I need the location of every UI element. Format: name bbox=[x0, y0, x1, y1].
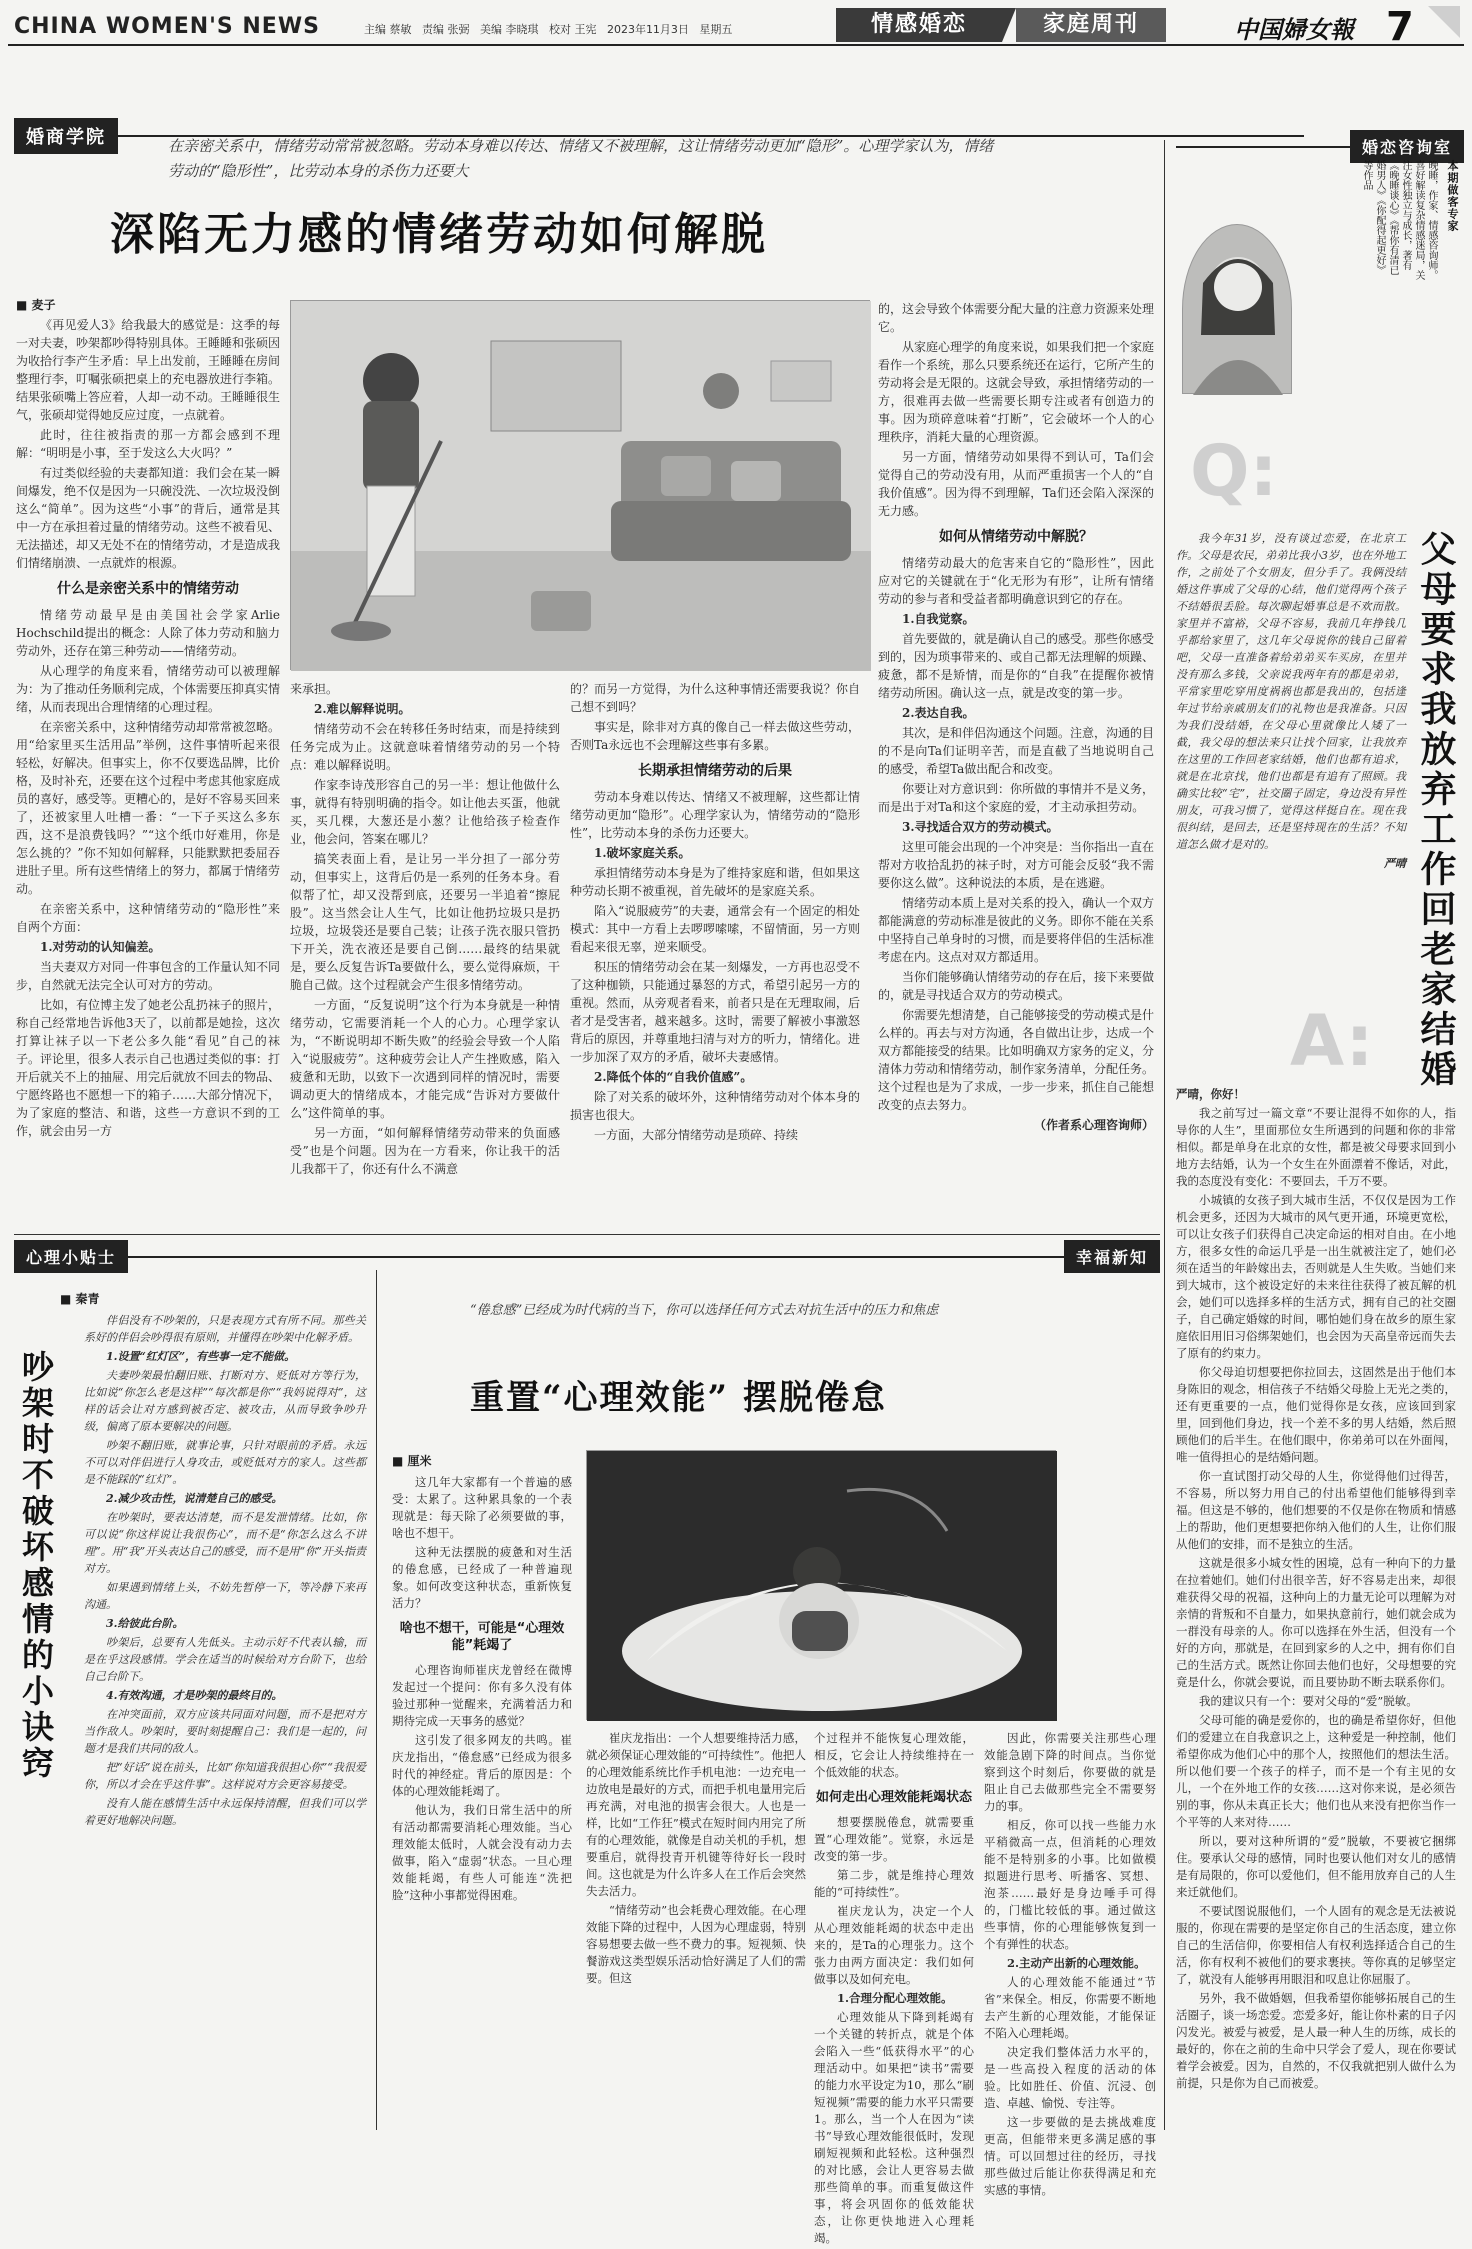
paragraph: 《再见爱人3》给我最大的感觉是：这季的每一对夫妻，吵架都吵得特别具体。王睡睡和张硕因为收拾行李产生矛盾：早上出发前，王睡睡在房间整理行李，叮嘱张硕把桌上的充电器放进行李箱。结果张硕嘴上答应着，人却一动不动。王睡睡很生气，张硕却觉得她反应过度，一点就着。 bbox=[16, 318, 281, 422]
question-signature: 严晴 bbox=[1384, 857, 1406, 870]
paragraph: 我之前写过一篇文章“不要让混得不如你的人，指导你的人生”，里面那位女生所遇到的问题和你的非常相似。都是单身在北京的女性，都是被父母要求回到小地方去结婚，认为一个女生在外面漂着不像话，对此，我的态度没有变化：不要回去，千万不要。 bbox=[1176, 1106, 1456, 1188]
paragraph: 3.给彼此台阶。 bbox=[106, 1617, 184, 1630]
paper-name-en: CHINA WOMEN'S NEWS bbox=[14, 14, 320, 39]
paragraph: 不要试图说服他们，一个人固有的观念是无法被说服的，你现在需要的是坚定你自己的生活态度，建立你自己的生活信仰，你要相信人有权利选择适合自己的生活，你有权利不被他们的要求裹挟。等你真的足够坚定了，就没有人能够再用眼泪和叹息让你屈服了。 bbox=[1176, 1904, 1456, 1986]
paragraph: 从家庭心理学的角度来说，如果我们把一个家庭看作一个系统，那么只要系统还在运行，它所产生的劳动将会是无限的。这就会导致，承担情绪劳动的一方，很难再去做一些需要长期专注或者有创造力的事。因为琐碎意味着“打断”，它会破坏一个人的心理秩序，消耗大量的心理资源。 bbox=[878, 340, 1155, 444]
answer-greeting: 严晴，你好！ bbox=[1176, 1087, 1245, 1101]
reset-col4 bbox=[984, 1730, 1156, 2201]
section-tab-emotion: 情感婚恋 bbox=[836, 8, 1002, 42]
paragraph: 1.对劳动的认知偏差。 bbox=[40, 940, 161, 954]
paragraph: 的？而另一方觉得，为什么这种事情还需要我说？你自己想不到吗？ bbox=[570, 682, 860, 714]
paragraph: 其次，是和伴侣沟通这个问题。注意，沟通的目的不是向Ta们证明辛苦，而是直截了当地说明自己的感受，希望Ta做出配合和改变。 bbox=[878, 726, 1155, 776]
paragraph: 作家李诗茂形容自己的另一半：想让他做什么事，就得有特别明确的指令。如让他去买蛋，他就买，买几棵，大葱还是小葱？让他给孩子检查作业，他会问，答案在哪儿？ bbox=[290, 778, 560, 846]
article1-illustration bbox=[290, 300, 870, 670]
section-label-marriage-text: 婚商学院 bbox=[14, 118, 118, 154]
paragraph: 搞笑表面上看，是让另一半分担了一部分劳动，但事实上，这背后仍是一系列的任务本身。看似帮了忙，却又没帮到底，还要另一半追着“擦屁股”。这当然会让人生气，比如让他扔垃圾只是扔垃圾，垃圾袋还是要自己装；让孩子洗衣服只管扔下开关，洗衣液还是要自己倒……最终的结果就是，要么反复告诉Ta要做什么，要么觉得麻烦，干脆自己做。这个过程就会产生很多情绪劳动。 bbox=[290, 852, 560, 992]
consult-question bbox=[1176, 530, 1406, 872]
paragraph: 心理效能从下降到耗竭有一个关键的转折点，就是个体会陷入一些“低获得水平”的心理活动中。如果把“读书”需要的能力水平设定为10，那么“刷短视频”需要的能力水平只需要1。那么，当一个人在因为“读书”导致心理效能很低时，发现刷短视频和此轻松。这种强烈的对比感，会让人更容易去做那些简单的事。而重复做这件事，将会巩固你的低效能状态，让你更快地进入心理耗竭。 bbox=[814, 2010, 974, 2245]
section-rule bbox=[388, 1256, 1064, 1258]
paragraph: 情绪劳动不会在转移任务时结束，而是持续到任务完成为止。这就意味着情绪劳动的另一个特点：难以解释说明。 bbox=[290, 722, 560, 772]
paragraph: 另一方面，情绪劳动如果得不到认可，Ta们会觉得自己的劳动没有用，从而严重损害一个人的“自我价值感”。因为得不到理解，Ta们还会陷入深深的无力感。 bbox=[878, 450, 1154, 518]
paragraph: 你需要先想清楚，自己能够接受的劳动模式是什么样的。再去与对方沟通，各自做出让步，达成一个双方都能接受的结果。比如明确双方家务的定义，分清体力劳动和情绪劳动，制作家务清单，分配任务。这个过程也是为了求成，一步一步来，抓住自己能想改变的点去努力。 bbox=[878, 1008, 1155, 1112]
answer-mark-a: A: bbox=[1290, 1000, 1374, 1082]
section-label-reset-text: 幸福新知 bbox=[1064, 1240, 1160, 1273]
expert-label: 本期做客专家 bbox=[1446, 160, 1459, 232]
paragraph: 崔庆龙认为，决定一个人从心理效能耗竭的状态中走出来的，是Ta的心理张力。这个张力由两方面决定：我们如何做事以及如何充电。 bbox=[814, 1904, 974, 1986]
paragraph: 你一直试图打动父母的人生，你觉得他们过得苦，不容易，所以努力用自己的付出希望他们能够得到幸福。但这是不够的，他们想要的不仅是你在物质和情感上的帮助，他们更想要把你纳入他们的人生，让你们服从他们的安排，而不是独立的生活。 bbox=[1176, 1469, 1456, 1551]
paragraph: 1.自我觉察。 bbox=[902, 612, 975, 626]
paragraph: 这一步要做的是去挑战难度更高，但能带来更多满足感的事情。可以回想过往的经历，寻找那些做过后能让你获得满足和充实感的事情。 bbox=[984, 2115, 1156, 2197]
paragraph: 个过程并不能恢复心理效能，相反，它会让人持续维持在一个低效能的状态。 bbox=[814, 1731, 974, 1779]
corner-fold-icon bbox=[1428, 6, 1460, 38]
expert-intro-block bbox=[1300, 160, 1460, 280]
paragraph: 你要让对方意识到：你所做的事情并不是义务，而是出于对Ta和这个家庭的爱，才主动承担劳动。 bbox=[878, 782, 1155, 814]
paragraph: 首先要做的，就是确认自己的感受。那些你感受到的，因为琐事带来的、或自己都无法理解的烦躁、疲惫，都不是矫情，而是你的“自我”在提醒你被情绪劳动所困。确认这一点，就是改变的第一步。 bbox=[878, 632, 1155, 700]
paragraph: “情绪劳动”也会耗费心理效能。在心理效能下降的过程中，人因为心理虚弱，特别容易想要去做一些不费力的事。短视频、快餐游戏这类型娱乐活动恰好满足了人们的需要。但这 bbox=[586, 1903, 806, 1985]
paragraph: 在冲突面前，双方应该共同面对问题，而不是把对方当作敌人。吵架时，要时刻提醒自己：我们是一起的，问题才是我们共同的敌人。 bbox=[84, 1708, 366, 1755]
woman-hugging-knees-illustration bbox=[587, 1451, 1057, 1721]
paragraph: 比如，有位博主发了她老公乱扔袜子的照片，称自己经常地告诉他3天了，以前都是她捡，这次打算让袜子以一下老公多久能“看见”自己的袜子。评论里，很多人表示自己也遇过类似的事：打开后就关不上的抽屉、用完后就放不回去的物品、宁愿终路也不愿想一下的箱子……大部分情况下，为了家庭的整洁、和谐，这些一方意识不到的工作，就会由另一方 bbox=[16, 998, 281, 1138]
paragraph: 吵架不翻旧账，就事论事，只针对眼前的矛盾。永远不可以对伴侣进行人身攻击，或贬低对方的家人。这些都是不能踩的“红灯”。 bbox=[84, 1439, 366, 1486]
expert-avatar bbox=[1182, 224, 1292, 394]
paragraph: 此时，往往被指责的那一方都会感到不理解：“明明是小事，至于发这么大火吗？” bbox=[16, 428, 280, 460]
section-label-consult bbox=[1176, 130, 1464, 163]
paragraph: 相反，你可以找一些能力水平稍微高一点，但消耗的心理效能不是特别多的小事。比如做模拟题进行思考、听播客、冥想、泡茶……最好是身边唾手可得的，门槛比较低的事。通过做这些事情，你的心理能够恢复到一个有弹性的状态。 bbox=[984, 1818, 1156, 1951]
masthead bbox=[8, 4, 1464, 50]
paragraph: 伴侣没有不吵架的，只是表现方式有所不同。那些关系好的伴侣会吵得很有原则，并懂得在吵架中化解矛盾。 bbox=[84, 1314, 366, 1344]
column-separator bbox=[376, 1270, 377, 2130]
section-rule bbox=[1176, 146, 1350, 148]
paragraph: 心理咨询师崔庆龙曾经在微博发起过一个提问：你有多久没有体验过那种一觉醒来，充满着活力和期待完成一天事务的感觉？ bbox=[392, 1663, 572, 1728]
article1-lead: 在亲密关系中，情绪劳动常常被忽略。劳动本身难以传达、情绪又不被理解，这让情绪劳动更加“隐形”。心理学家认为，情绪劳动的“隐形性”，比劳动本身的杀伤力还要大 bbox=[168, 137, 994, 180]
paragraph: 这里可能会出现的一个冲突是：当你指出一直在帮对方收拾乱扔的袜子时，对方可能会反驳“我不需要你这么做”。这种说法的本质，是在逃避。 bbox=[878, 840, 1155, 890]
avatar-photo bbox=[1183, 225, 1293, 395]
paragraph: 从心理学的角度来看，情绪劳动可以被理解为：为了推动任务顺利完成，个体需要压抑真实情绪，从而表现出合理情绪的心理过程。 bbox=[16, 664, 281, 714]
paragraph: 事实是，除非对方真的像自己一样去做这些劳动，否则Ta永远也不会理解这些事有多累。 bbox=[570, 720, 860, 752]
paragraph: 所以，要对这种所谓的“爱”脱敏，不要被它捆绑住。要承认父母的感情，同时也要认他们对女儿的感情是有局限的，你可以爱他们，但不能用放弃自己的人生来迁就他们。 bbox=[1176, 1834, 1456, 1899]
consult-answer bbox=[1176, 1086, 1456, 2094]
article1-byline: ■ 麦子 bbox=[16, 298, 56, 312]
paragraph: 想要摆脱倦怠，就需要重置“心理效能”。觉察，永远是改变的第一步。 bbox=[814, 1815, 974, 1863]
paragraph: 1.破坏家庭关系。 bbox=[594, 846, 691, 860]
paragraph: 来承担。 bbox=[290, 682, 339, 696]
paragraph: 小城镇的女孩子到大城市生活，不仅仅是因为工作机会更多，还因为大城市的风气更开通，环境更宽松，可以让女孩子们获得自己决定命运的相对自由。在小地方，很多女性的命运几乎是一出生就被注定了，她们必须在适当的年龄嫁出去，否则就是人生失败。当她们来到大城市，这个被设定好的未来往往获得了被瓦解的机会，她们可以选择多样的生活方式，拥有自己的社交圈子，自己确定婚嫁的时间，哪怕她们身在故乡的原生家庭依旧用旧习俗绑架她们，也会因为天高皇帝远而失去了原有的约束力。 bbox=[1176, 1193, 1456, 1360]
page-number: 7 bbox=[1386, 4, 1414, 50]
paragraph: 在亲密关系中，这种情绪劳动的“隐形性”来自两个方面： bbox=[16, 902, 280, 934]
paragraph: 这就是很多小城女性的困境，总有一种向下的力量在拉着她们。她们付出很辛苦，好不容易走出来，却很难获得父母的祝福，这种向上的力量无论可以理解为对亲情的背叛和不自量力，如果执意前行，她们就会成为一群没有母亲的人。你可以选择在外生活，但没有一个好的方向，那就是，在回到家乡的人之中，拥有你们自己的生活方式。既然让你回去他们也好，父母想要的究竟是什么，你就会要说，而且要协助不断去联系你们。 bbox=[1176, 1556, 1456, 1689]
paragraph: 2.减少攻击性，说清楚自己的感受。 bbox=[106, 1492, 283, 1505]
tips-title: 吵架时不破坏感情的小诀窍 bbox=[17, 1350, 55, 1782]
reset-col1 bbox=[392, 1474, 572, 1906]
paragraph: 除了对关系的破坏外，这种情绪劳动对个体本身的损害也很大。 bbox=[570, 1090, 860, 1122]
paragraph: 情绪劳动最大的危害来自它的“隐形性”，因此应对它的关键就在于“化无形为有形”，让所有情绪劳动的参与者和受益者都明确意识到它的存在。 bbox=[878, 556, 1154, 606]
paragraph: 另外，我不做婚姻，但我希望你能够拓展自己的生活圈子，谈一场恋爱。恋爱多好，能让你朴素的日子闪闪发光。被爱与被爱，是人最一种人生的历练，成长的最好的，你在之前的生命中只学会了爱人，现在你要试着学会被爱。因为，自然的，不仅我就把别人做什么为前提，只是你为自己而被爱。 bbox=[1176, 1991, 1456, 2090]
paragraph: 他认为，我们日常生活中的所有活动都需要消耗心理效能。当心理效能太低时，人就会没有动力去做事，陷入“虚弱”状态。一旦心理效能耗竭，有些人可能连“洗把脸”这种小事都觉得困难。 bbox=[392, 1803, 572, 1902]
section-tab-divider bbox=[1002, 8, 1016, 42]
subheading: 长期承担情绪劳动的后果 bbox=[638, 763, 792, 779]
paragraph: 情绪劳动本质上是对关系的投入，确认一个双方都能满意的劳动标准是彼此的义务。即你不能在关系中坚持自己单身时的习惯，而是要将伴侣的生活标准考虑在内。这点对双方都适用。 bbox=[878, 896, 1155, 964]
paragraph: 这几年大家都有一个普遍的感受：太累了。这种累具象的一个表现就是：每天除了必须要做的事，啥也不想干。 bbox=[392, 1475, 572, 1540]
paragraph: 父母可能的确是爱你的，也的确是希望你好，但他们的爱建立在自我意识之上，这种爱是一种控制，他们希望你成为他们心中的那个人，按照他们的想法生活。所以他们要一个孩子的样子，而不是一个有主见的女儿，一个在外地工作的女孩……这对你来说，是必须告别的事，你从未真正长大；他们也从来没有把你当作一个平等的人来对待…… bbox=[1176, 1713, 1456, 1829]
paragraph: 你父母迫切想要把你拉回去，这固然是出于他们本身陈旧的观念，相信孩子不结婚父母脸上无光之类的，还有更重要的一点，他们觉得你是女孩，应该回到家里，回到他们身边，找一个差不多的男人结婚，然后照顾他们的后半生。在他们眼中，你弟弟可以在外面闯，唯一值得担心的是结婚问题。 bbox=[1176, 1365, 1456, 1464]
paragraph: 一方面，大部分情绪劳动是琐碎、持续 bbox=[594, 1128, 799, 1142]
paragraph: 在亲密关系中，这种情绪劳动却常常被忽略。用“给家里买生活用品”举例，这件事情听起来很轻松，好解决。但事实上，你不仅要选品牌，比价格，及时补充，还要在这个过程中考虑其他家庭成员的喜好，感受等。更糟心的，是好不容易买回来了，还被家里人吐槽一番：“一下子买这么多东西，这不是浪费钱吗？”“这个纸巾好难用，你是怎么挑的？”你不知如何解释，只能默默把委屈吞进肚子里。所有这些情绪上的努力，都属于情绪劳动。 bbox=[16, 720, 281, 896]
article1-col3 bbox=[570, 680, 860, 1146]
paragraph: 把“好话”说在前头，比如“你知道我很担心你”“我很爱你，所以才会在乎这件事”。这样说对方会更容易接受。 bbox=[84, 1761, 366, 1791]
tips-byline: ■ 秦青 bbox=[60, 1292, 100, 1306]
section-label-tips-text: 心理小贴士 bbox=[14, 1240, 128, 1273]
paragraph: 3.寻找适合双方的劳动模式。 bbox=[902, 820, 1059, 834]
paragraph: 如果遇到情绪上头，不妨先暂停一下，等冷静下来再沟通。 bbox=[84, 1581, 366, 1611]
subheading: 如何从情绪劳动中解脱？ bbox=[939, 529, 1093, 545]
column-separator bbox=[1164, 140, 1165, 2130]
paragraph: 有过类似经验的夫妻都知道：我们会在某一瞬间爆发，绝不仅是因为一只碗没洗、一次垃圾没倒这么“简单”。因为这些“小事”的背后，通常是其中一方在承担着过量的情绪劳动。这些不被看见、无法描述，却又无处不在的情绪劳动，才是造成我们情绪崩溃、一点就炸的根源。 bbox=[16, 466, 281, 570]
author-note: （作者系心理咨询师） bbox=[1033, 1118, 1154, 1132]
paper-name-cn: 中国婦女報 bbox=[1234, 15, 1354, 44]
expert-intro: 晚睡，作家、情感咨询师。喜好解读复杂情感迷局，关注女性独立与成长，著有《晚睡谈心》《帮你有清已婚男人》《你配得起更好》等作品 bbox=[1361, 160, 1437, 280]
paragraph: 这引发了很多网友的共鸣。崔庆龙指出，“倦怠感”已经成为很多时代的神经症。背后的原因是：个体的心理效能耗竭了。 bbox=[392, 1733, 572, 1798]
paragraph: 吵架后，总要有人先低头。主动示好不代表认输，而是在乎这段感情。学会在适当的时候给对方台阶下，也给自己台阶下。 bbox=[84, 1636, 366, 1683]
section-rule bbox=[128, 1256, 414, 1258]
section-label-reset bbox=[388, 1240, 1160, 1273]
reset-illustration bbox=[586, 1450, 1056, 1720]
woman-sweeping-illustration bbox=[291, 301, 871, 671]
section-tab-family: 家庭周刊 bbox=[1016, 8, 1166, 42]
paragraph: 没有人能在感情生活中永远保持清醒，但我们可以学着更好地解决问题。 bbox=[84, 1797, 366, 1827]
paragraph: 在吵架时，要表达清楚，而不是发泄情绪。比如，你可以说“你这样说让我很伤心”，而不是“你怎么这么不讲理”。用“我”开头表达自己的感受，而不是用“你”开头指责对方。 bbox=[84, 1511, 366, 1575]
reset-col3 bbox=[814, 1730, 974, 2249]
paragraph: 崔庆龙指出：一个人想要维持活力感，就必须保证心理效能的“可持续性”。他把人的心理效能系统比作手机电池：一边充电一边放电是最好的方式，而把手机电量用完后再充满，对电池的损害会很大。人也是一样，比如“工作狂”模式在短时间内用完了所有的心理效能，就像是自动关机的手机，想要重启，就得投青开机键等待好长一段时间。这也就是为什么许多人在工作后会突然失去活力。 bbox=[586, 1731, 806, 1898]
paragraph: 2.主动产出新的心理效能。 bbox=[1007, 1956, 1146, 1970]
paragraph: 劳动本身难以传达、情绪又不被理解，这些都让情绪劳动更加“隐形”。心理学家认为，情绪劳动的“隐形性”，比劳动本身的杀伤力还要大。 bbox=[570, 790, 860, 840]
paragraph: 陷入“说服疲劳”的夫妻，通常会有一个固定的相处模式：其中一方看上去啰啰嗦嗦，不留情面，另一方则看起来很无辜，逆来顺受。 bbox=[570, 904, 860, 954]
consult-title: 父母要求我放弃工作回老家结婚 bbox=[1415, 530, 1457, 1090]
article1-col1 bbox=[16, 316, 280, 1142]
reset-col2 bbox=[586, 1730, 806, 1989]
paragraph: 决定我们整体活力水平的，是一些高投入程度的活动的体验。比如胜任、价值、沉浸、创造、卓越、愉悦、专注等。 bbox=[984, 2045, 1156, 2110]
subheading: 如何走出心理效能耗竭状态 bbox=[815, 1790, 972, 1805]
paragraph: 一方面，“反复说明”这个行为本身就是一种情绪劳动，它需要消耗一个人的心力。心理学家认为，“不断说明却不断失败”的经验会导致一个人陷入“说服疲劳”。这种疲劳会让人产生挫败感，陷入疲惫和无助，以致下一次遇到同样的情况时，需要调动更大的情绪成本，才能完成“告诉对方要做什么”这件简单的事。 bbox=[290, 998, 560, 1120]
credits-line: 主编 蔡敏 责编 张弼 美编 李晓琪 校对 王宪 2023年11月3日 星期五 bbox=[364, 23, 733, 36]
paragraph: 2.难以解释说明。 bbox=[314, 702, 411, 716]
paragraph: 另一方面，“如何解释情绪劳动带来的负面感受”也是个问题。因为在一方看来，你让我干的活儿我都干了，你还有什么不满意 bbox=[290, 1126, 560, 1176]
paragraph: 承担情绪劳动本身是为了维持家庭和谐，但如果这种劳动长期不被重视，首先破坏的是家庭关系。 bbox=[570, 866, 860, 898]
reset-byline: ■ 厘米 bbox=[392, 1454, 432, 1468]
article1-col4 bbox=[878, 300, 1154, 1134]
article1-col2 bbox=[290, 680, 560, 1180]
paragraph: 当你们能够确认情绪劳动的存在后，接下来要做的，就是寻找适合双方的劳动模式。 bbox=[878, 970, 1155, 1002]
paragraph: 2.表达自我。 bbox=[902, 706, 975, 720]
paragraph: 积压的情绪劳动会在某一刻爆发，一方再也忍受不了这种枷锁，只能通过暴怒的方式，希望引起另一方的重视。然而，从旁观者看来，前者只是在无理取闹，后者才是受害者，越来越多。这时，需要了解被小事激怒背后的原因，并尊重地扫清与对方的听力，情绪化。进一步加深了双方的矛盾，破坏夫妻感情。 bbox=[570, 960, 860, 1064]
question-mark-q: Q: bbox=[1190, 430, 1278, 512]
paragraph: 情绪劳动最早是由美国社会学家Arlie Hochschild提出的概念：人除了体力劳动和脑力劳动外，还存在第三种劳动——情绪劳动。 bbox=[16, 608, 280, 658]
section-label-tips bbox=[14, 1240, 414, 1273]
paragraph: 我的建议只有一个：要对父母的“爱”脱敏。 bbox=[1199, 1694, 1418, 1708]
section-label-consult-text: 婚恋咨询室 bbox=[1350, 130, 1464, 163]
paragraph: 1.合理分配心理效能。 bbox=[837, 1991, 953, 2005]
paragraph: 第二步，就是维持心理效能的“可持续性”。 bbox=[814, 1868, 974, 1899]
question-text: 我今年31岁，没有谈过恋爱，在北京工作。父母是农民，弟弟比我小3岁，也在外地工作，之前处了个女朋友，但分手了。我俩没结婚这件事成了父母的心结，他们觉得两个孩子不结婚很丢脸。每次聊起婚事总是不欢而散。家里并不富裕，父母不容易，我前几年挣钱几乎都给家里了，这几年父母说你的钱自己留着吧，父母一直准备着给弟弟买车买房，在里并没有那么多钱，父亲说我两年有的都是弟弟，平常家里吃穿用度祸祸也都是我出的，包括逢年过节给亲戚朋友们的礼物也是我准备。只因为我们没结婚，在父母心里就像比人矮了一截，我父母的想法来只让找个回家，让我放弃在这里的工作回老家结婚，他们也都有追求，就是在北京找，他们也都是有追有了照顾。我确实比较“宅”，社交圈子固定，身边没有异性朋友，可我习惯了，觉得这样挺自在。现在我很纠结，是回去，还是坚持现在的生活？不知道怎么做才是对的。 bbox=[1176, 532, 1406, 851]
paragraph: 2.降低个体的“自我价值感”。 bbox=[594, 1070, 753, 1084]
reset-headline: 重置“心理效能” 摆脱倦怠 bbox=[470, 1378, 887, 1418]
paragraph: 这种无法摆脱的疲惫和对生活的倦怠感，已经成了一种普遍现象。如何改变这种状态，重新恢复活力？ bbox=[392, 1545, 572, 1610]
paragraph: 因此，你需要关注那些心理效能急剧下降的时间点。当你觉察到这个时刻后，你要做的就是阻止自己去做那些完全不需要努力的事。 bbox=[984, 1731, 1156, 1813]
paragraph: 4.有效沟通，才是吵架的最终目的。 bbox=[106, 1689, 283, 1702]
section-separator bbox=[14, 1234, 1160, 1235]
paragraph: 1.设置“红灯区”，有些事一定不能做。 bbox=[106, 1350, 296, 1363]
tips-body bbox=[84, 1312, 366, 1831]
reset-lead: “倦怠感”已经成为时代病的当下，你可以选择任何方式去对抗生活中的压力和焦虑 bbox=[470, 1303, 939, 1318]
article1-headline: 深陷无力感的情绪劳动如何解脱 bbox=[110, 209, 768, 260]
subheading: 啥也不想干，可能是“心理效能”耗竭了 bbox=[399, 1621, 565, 1653]
subheading: 什么是亲密关系中的情绪劳动 bbox=[57, 581, 239, 597]
paragraph: 人的心理效能不能通过“节省”来保全。相反，你需要不断地去产生新的心理效能，才能保证不陷入心理耗竭。 bbox=[984, 1975, 1156, 2040]
paragraph: 当夫妻双方对同一件事包含的工作量认知不同步，自然就无法完全认可对方的劳动。 bbox=[16, 960, 281, 992]
paragraph: 的，这会导致个体需要分配大量的注意力资源来处理它。 bbox=[878, 302, 1155, 334]
paragraph: 夫妻吵架最怕翻旧账、打断对方、贬低对方等行为，比如说“你怎么老是这样”“每次都是你”“我妈说得对”，这样的话会让对方感到被否定、被攻击，从而导致争吵升级，偏离了原本要解决的问题。 bbox=[84, 1369, 366, 1433]
